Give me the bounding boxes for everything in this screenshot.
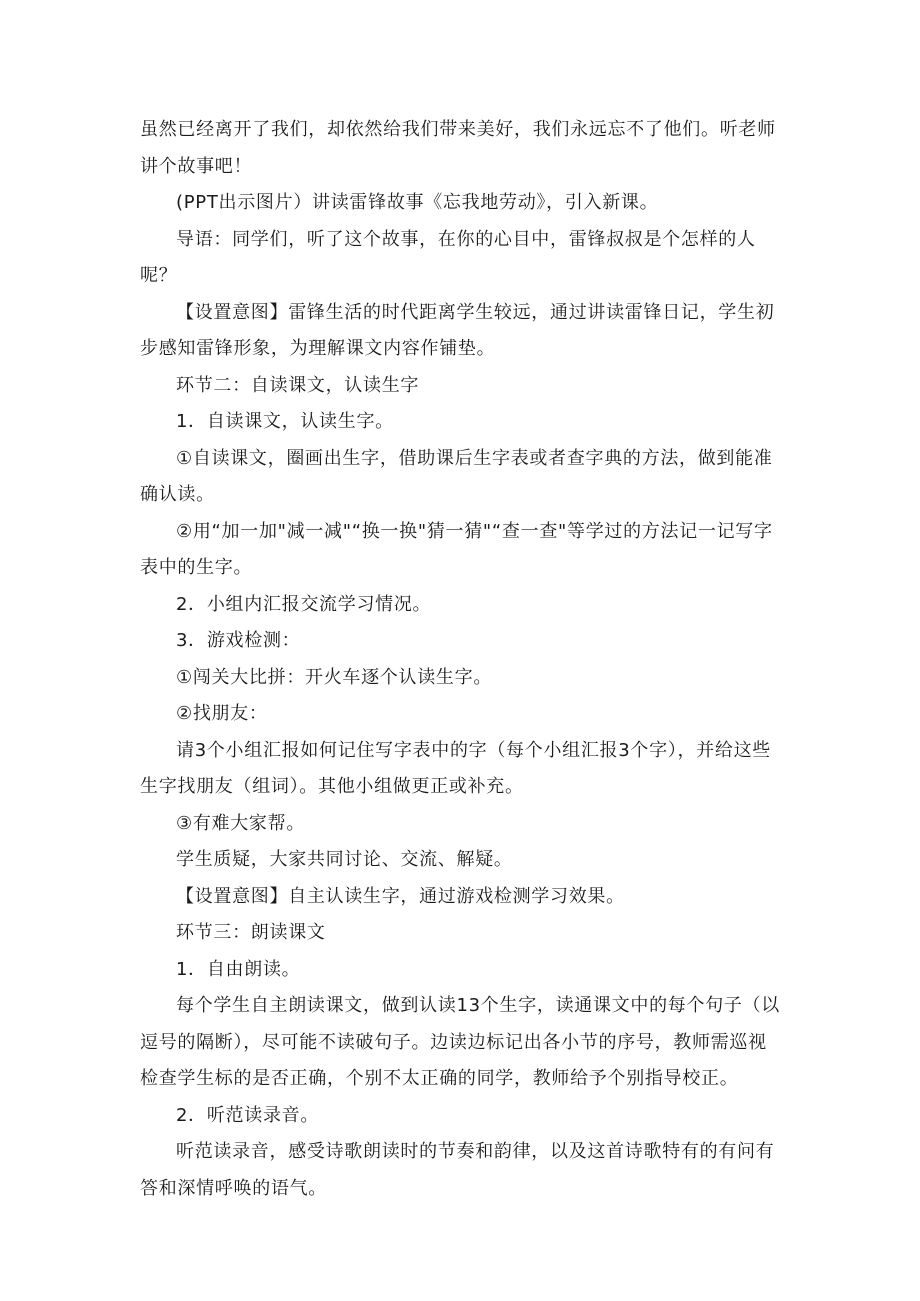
paragraph-14: ③有难大家帮。 (176, 812, 306, 834)
paragraph-20: 2．听范读录音。 (176, 1104, 320, 1126)
section-heading-2: 环节二：自读课文，认读生字 (176, 374, 420, 396)
paragraph-9: 2．小组内汇报交流学习情况。 (176, 593, 432, 615)
paragraph-11: ①闯关大比拼：开火车逐个认读生字。 (176, 666, 493, 688)
paragraph-21: 听范读录音，感受诗歌朗读时的节奏和韵律，以及这首诗歌特有的有问有答和深情呼唤的语气。 (140, 1141, 775, 1199)
paragraph-15: 学生质疑，大家共同讨论、交流、解疑。 (176, 849, 513, 870)
paragraph-2: (PPT出示图片）讲读雷锋故事《忘我地劳动》，引入新课。 (176, 192, 659, 213)
paragraph-3: 导语：同学们，听了这个故事，在你的心目中，雷锋叔叔是个怎样的人呢？ (140, 228, 756, 286)
paragraph-6: 1．自读课文，认读生字。 (176, 411, 394, 432)
paragraph-12: ②找朋友： (176, 703, 268, 724)
paragraph-4: 【设置意图】雷锋生活的时代距离学生较远，通过讲读雷锋日记，学生初步感知雷锋形象，为理解课文内容作铺垫。 (140, 301, 775, 359)
paragraph-18: 1．自由朗读。 (176, 958, 301, 980)
paragraph-7: ①自读课文，圈画出生字，借助课后生字表或者查字典的方法，做到能准确认读。 (140, 447, 773, 505)
paragraph-1: 虽然已经离开了我们，却依然给我们带来美好，我们永远忘不了他们。听老师讲个故事吧！ (140, 119, 776, 177)
section-heading-3: 环节三：朗读课文 (176, 922, 326, 943)
paragraph-13: 请3个小组汇报如何记住写字表中的字（每个小组汇报3个字），并给这些生字找朋友（组词）。其他小组做更正或补充。 (140, 739, 772, 797)
paragraph-8: ②用“加一加"减一减"“换一换"猜一猜"“查一查"等学过的方法记一记写字表中的生字。 (140, 520, 773, 578)
paragraph-19: 每个学生自主朗读课文，做到认读13个生字，读通课文中的每个句子（以逗号的隔断），尽可能不读破句子。边读边标记出各小节的序号，教师需巡视检查学生标的是否正确，个别不太正确的同学，教师给予个别指导校正。 (140, 995, 781, 1089)
paragraph-16: 【设置意图】自主认读生字，通过游戏检测学习效果。 (176, 885, 625, 907)
paragraph-10: 3．游戏检测： (176, 630, 301, 651)
